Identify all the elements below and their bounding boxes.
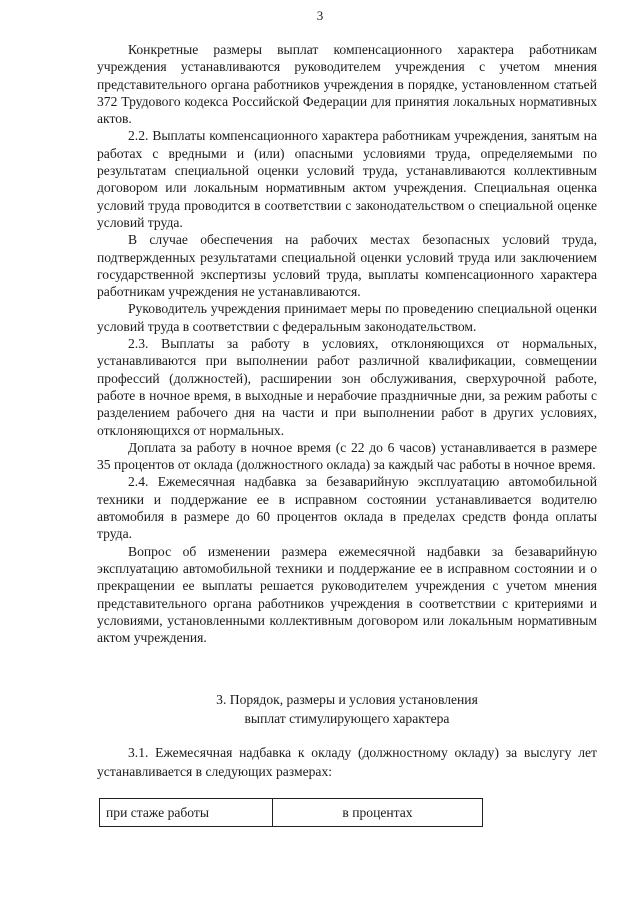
table-header-percent: в процентах: [273, 799, 483, 827]
table-header-experience: при стаже работы: [100, 799, 273, 827]
page-number: 3: [316, 8, 324, 23]
table-row: [100, 799, 483, 827]
paragraph-3-1-block: [97, 743, 597, 781]
paragraph-night-pay: Доплата за работу в ночное время (с 22 до 6 часов) устанавливается в размере 35 процентов от оклада (должностного оклада) за каждый час работы в ночное время.: [97, 439, 597, 473]
paragraph-2-4: 2.4. Ежемесячная надбавка за безаварийную эксплуатацию автомобильной техники и поддержание ее в исправном состоянии устанавливается водителю автомобиля в размере до 60 процентов оклада в пределах средств фонда оплаты труда.: [97, 474, 597, 542]
paragraph-sizes-compensation: Конкретные размеры выплат компенсационного характера работникам учреждения устанавливаются руководителем учреждения с учетом мнения представительного органа работников учреждения в порядке, установленном статьей 372 Трудового кодекса Российской Федерации для принятия локальных нормативных актов.: [97, 42, 597, 127]
paragraph-2-2: 2.2. Выплаты компенсационного характера работникам учреждения, занятым на работах с вредными и (или) опасными условиями труда, определяемыми по результатам специальной оценки условий труда, устанавливаются коллективным договором или локальным нормативным актом учреждения. Специальная оценка условий труда проводится в соответствии с законодательством о специальной оценке условий труда.: [97, 128, 597, 230]
paragraph-3-1: 3.1. Ежемесячная надбавка к окладу (должностному окладу) за выслугу лет устанавливается в следующих размерах:: [97, 745, 597, 779]
paragraph-bonus-change: Вопрос об изменении размера ежемесячной надбавки за безаварийную эксплуатацию автомобильной техники и поддержание ее в исправном состоянии и о прекращении ее выплаты решается руководителем учреждения с учетом мнения представительного органа работников учреждения в соответствии с критериями и условиями, установленными коллективным договором или локальным нормативным актом учреждения.: [97, 543, 597, 646]
seniority-table: [99, 798, 483, 827]
paragraph-head-measures: Руководитель учреждения принимает меры по проведению специальной оценки условий труда в соответствии с федеральным законодательством.: [97, 301, 597, 334]
section-3-heading: [97, 690, 597, 728]
document-body: [97, 41, 597, 646]
section-heading-line-2: выплат стимулирующего характера: [244, 711, 450, 726]
section-heading-line-1: 3. Порядок, размеры и условия установления: [216, 692, 478, 707]
paragraph-2-3: 2.3. Выплаты за работу в условиях, отклоняющихся от нормальных, устанавливаются при выполнении работ различной квалификации, совмещении профессий (должностей), расширении зон обслуживания, сверхурочной работе, работе в ночное время, в выходные и нерабочие праздничные дни, за режим работы с разделением рабочего дня на части и при выполнении работ в других условиях, отклоняющихся от нормальных.: [97, 336, 597, 438]
paragraph-safe-conditions: В случае обеспечения на рабочих местах безопасных условий труда, подтвержденных результатами специальной оценки условий труда или заключением государственной экспертизы условий труда, выплаты компенсационного характера работникам учреждения не устанавливаются.: [97, 232, 597, 300]
